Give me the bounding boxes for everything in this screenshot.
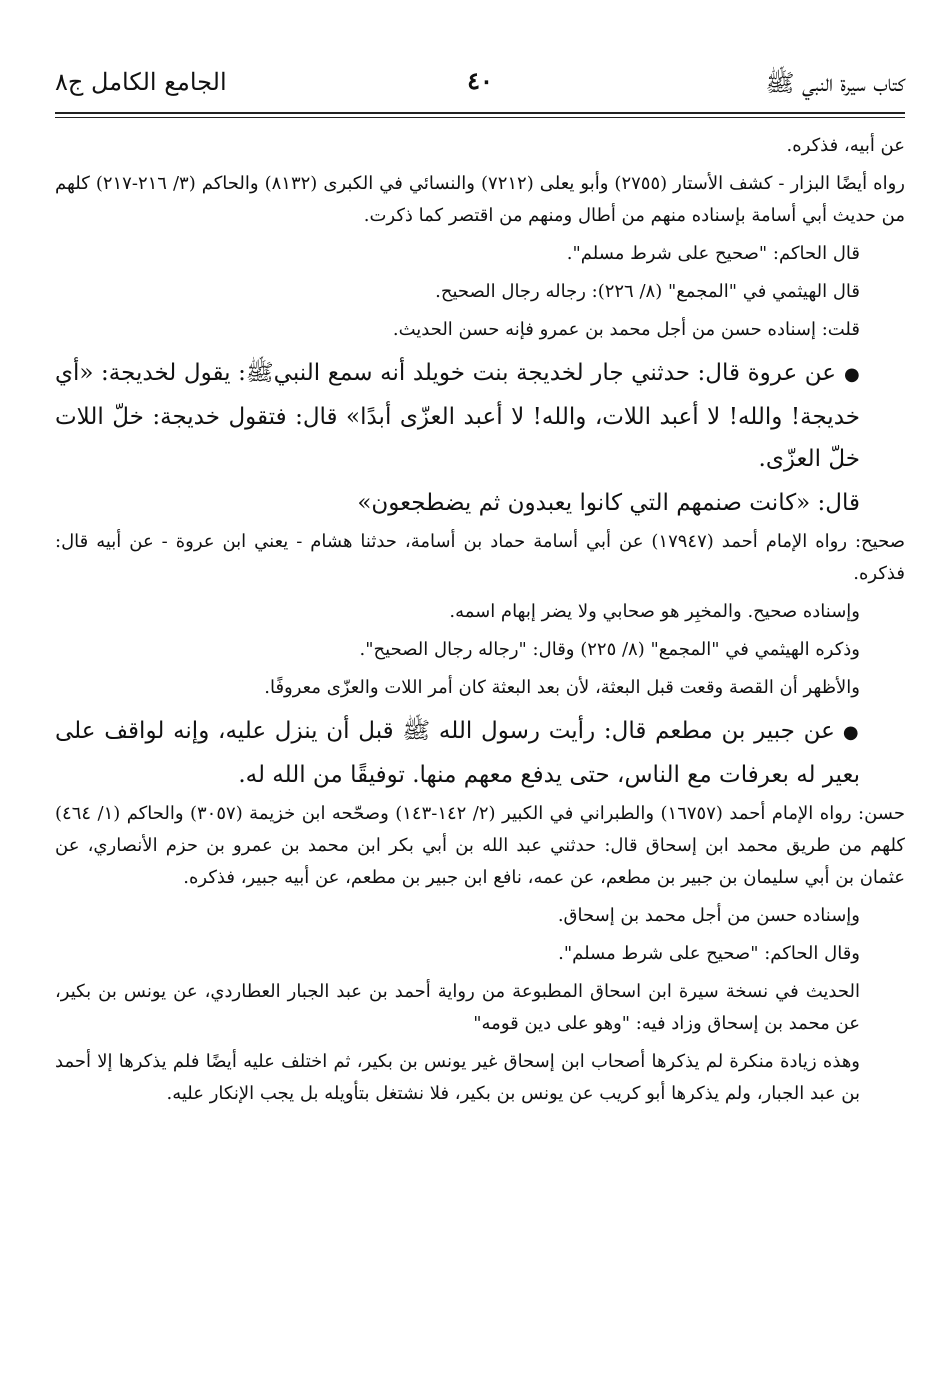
paragraph: وإسناده حسن من أجل محمد بن إسحاق. bbox=[557, 905, 860, 926]
paragraph: عن أبيه، فذكره. bbox=[786, 135, 905, 156]
hadith-paragraph: قال: «كانت صنمهم التي كانوا يعبدون ثم يضطجعون» bbox=[357, 490, 860, 516]
paragraph: قال الحاكم: "صحيح على شرط مسلم". bbox=[566, 243, 860, 264]
page-number: ٤٠ bbox=[467, 66, 493, 95]
header-volume-title: الجامع الكامل ج٨ bbox=[55, 68, 227, 96]
bullet-icon: ● bbox=[844, 364, 860, 385]
paragraph: وهذه زيادة منكرة لم يذكرها أصحاب ابن إسحاق غير يونس بن بكير، ثم اختلف عليه أيضًا فلم يذكرها إلا أحمد بن عبد الجبار، ولم يذكرها أبو كريب عن يونس بن بكير، فلا نشتغل بتأويله بل يجب الإنكار عليه. bbox=[55, 1051, 860, 1104]
hadith-text: عن جبير بن مطعم قال: رأيت رسول الله ﷺ قبل أن ينزل عليه، وإنه لواقف على بعير له بعرفات مع الناس، حتى يدفع معهم منها. توفيقًا من الله له. bbox=[55, 718, 860, 788]
paragraph: صحيح: رواه الإمام أحمد (١٧٩٤٧) عن أبي أسامة حماد بن أسامة، حدثنا هشام - يعني ابن عروة - عن أبيه قال: فذكره. bbox=[55, 531, 905, 584]
header-rule-thin bbox=[55, 117, 905, 118]
header-book-title: كتاب سيرة النبي ﷺ bbox=[765, 69, 905, 97]
paragraph: وإسناده صحيح. والمخبِر هو صحابي ولا يضر إبهام اسمه. bbox=[449, 601, 860, 622]
paragraph: حسن: رواه الإمام أحمد (١٦٧٥٧) والطبراني في الكبير (٢/ ١٤٢-١٤٣) وصحّحه ابن خزيمة (٣٠٥٧) والحاكم (١/ ٤٦٤) كلهم من طريق محمد ابن إسحاق قال: حدثني عبد الله بن أبي بكر ابن محمد بن عمرو بن حزم الأنصاري، عن عثمان بن أبي سليمان بن جبير بن مطعم، عن عمه، نافع ابن جبير بن مطعم، عن أبيه جبير، فذكره. bbox=[55, 803, 905, 888]
paragraph: وذكره الهيثمي في "المجمع" (٨/ ٢٢٥) وقال: "رجاله رجال الصحيح". bbox=[359, 639, 860, 660]
page-header bbox=[55, 66, 905, 106]
paragraph: رواه أيضًا البزار - كشف الأستار (٢٧٥٥) وأبو يعلى (٧٢١٢) والنسائي في الكبرى (٨١٣٢) والحاكم (٣/ ٢١٦-٢١٧) كلهم من حديث أبي أسامة بإسناده منهم من أطال ومنهم من اقتصر كما ذكرت. bbox=[55, 173, 905, 226]
page-body bbox=[55, 130, 905, 1116]
bullet-icon: ● bbox=[842, 722, 860, 743]
hadith-paragraph bbox=[55, 352, 905, 480]
header-rule-thick bbox=[55, 112, 905, 114]
paragraph: والأظهر أن القصة وقعت قبل البعثة، لأن بعد البعثة كان أمر اللات والعزّى معروفًا. bbox=[264, 677, 860, 698]
hadith-paragraph bbox=[55, 710, 905, 796]
paragraph: قال الهيثمي في "المجمع" (٨/ ٢٢٦): رجاله رجال الصحيح. bbox=[435, 281, 860, 302]
hadith-text: عن عروة قال: حدثني جار لخديجة بنت خويلد أنه سمع النبيﷺ: يقول لخديجة: «أي خديجة! والله! لا أعبد اللات، والله! لا أعبد العزّى أبدًا» قال: فتقول خديجة: خلّ اللات خلّ العزّى. bbox=[55, 360, 860, 472]
paragraph: قلت: إسناده حسن من أجل محمد بن عمرو فإنه حسن الحديث. bbox=[392, 319, 860, 340]
paragraph: الحديث في نسخة سيرة ابن اسحاق المطبوعة من رواية أحمد بن عبد الجبار العطاردي، عن يونس بن بكير، عن محمد بن إسحاق وزاد فيه: "وهو على دين قومه" bbox=[55, 981, 860, 1034]
paragraph: وقال الحاكم: "صحيح على شرط مسلم". bbox=[558, 943, 860, 964]
